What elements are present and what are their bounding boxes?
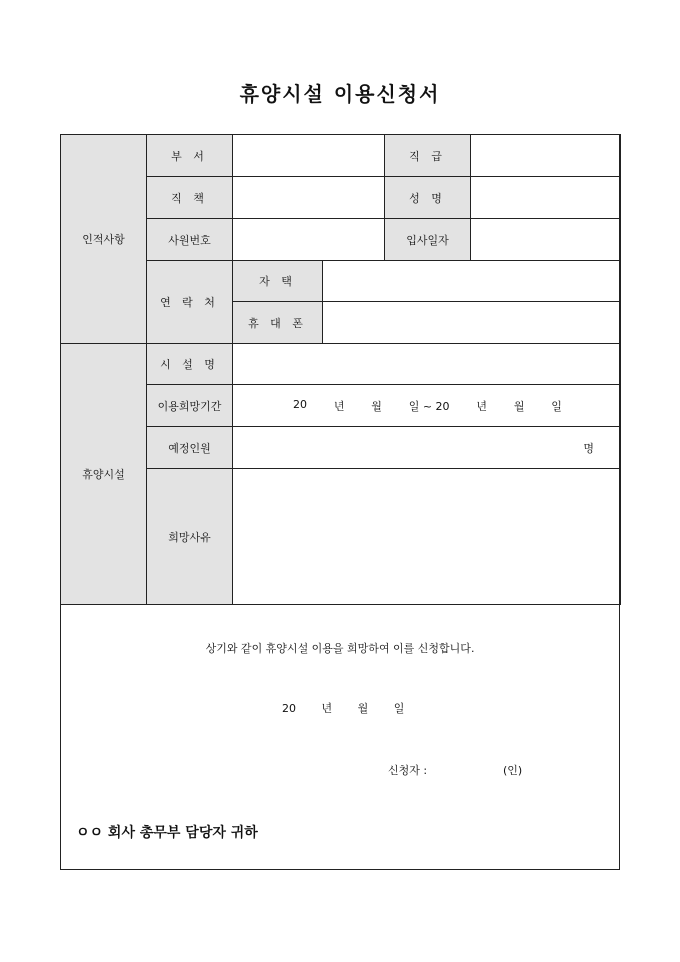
period-start-year: 20	[293, 397, 307, 411]
seal-mark: (인)	[503, 764, 523, 777]
date-day-unit: 일	[393, 702, 405, 715]
period-label: 이용희망기간	[147, 385, 233, 427]
department-field[interactable]	[233, 135, 385, 177]
period-end-month-unit: 월	[513, 399, 525, 413]
employee-no-label: 사원번호	[147, 219, 233, 261]
recipient-line: ㅇㅇ 회사 총무부 담당자 귀하	[76, 825, 258, 841]
home-phone-label: 자 택	[233, 261, 323, 302]
period-start-month-unit: 월	[371, 399, 382, 413]
employee-no-field[interactable]	[233, 219, 385, 261]
facility-section-label: 휴양시설	[61, 344, 147, 605]
people-label: 예정인원	[147, 427, 233, 469]
name-label: 성 명	[385, 177, 471, 219]
date-year-unit: 년	[321, 702, 333, 715]
period-end-year-unit: 년	[476, 399, 488, 413]
period-field[interactable]	[233, 385, 621, 427]
department-label: 부 서	[147, 135, 233, 177]
duty-field[interactable]	[233, 177, 385, 219]
reason-label: 희망사유	[147, 469, 233, 605]
hire-date-label: 입사일자	[385, 219, 471, 261]
rank-label: 직 급	[385, 135, 471, 177]
application-date[interactable]	[282, 700, 426, 716]
contact-label: 연 락 처	[147, 261, 233, 344]
period-end-day-unit: 일	[551, 399, 562, 413]
home-phone-field[interactable]	[323, 261, 621, 302]
mobile-phone-label: 휴 대 폰	[233, 302, 323, 344]
applicant-label: 신청자 :	[388, 764, 428, 777]
rank-field[interactable]	[471, 135, 621, 177]
hire-date-field[interactable]	[471, 219, 621, 261]
reason-field[interactable]	[233, 469, 621, 605]
people-field[interactable]	[233, 427, 621, 469]
personal-section-label: 인적사항	[61, 135, 147, 344]
application-table	[60, 134, 621, 605]
mobile-phone-field[interactable]	[323, 302, 621, 344]
period-start-year-unit: 년	[333, 399, 345, 413]
duty-label: 직 책	[147, 177, 233, 219]
facility-name-field[interactable]	[233, 344, 621, 385]
period-start-day-unit: 일 ~ 20	[408, 399, 450, 413]
people-unit: 명	[583, 441, 594, 455]
name-field[interactable]	[471, 177, 621, 219]
facility-name-label: 시 설 명	[147, 344, 233, 385]
form-title: 휴양시설 이용신청서	[239, 82, 441, 106]
date-year: 20	[282, 702, 296, 715]
declaration-text: 상기와 같이 휴양시설 이용을 희망하여 이를 신청합니다.	[205, 642, 475, 655]
date-month-unit: 월	[357, 702, 369, 715]
